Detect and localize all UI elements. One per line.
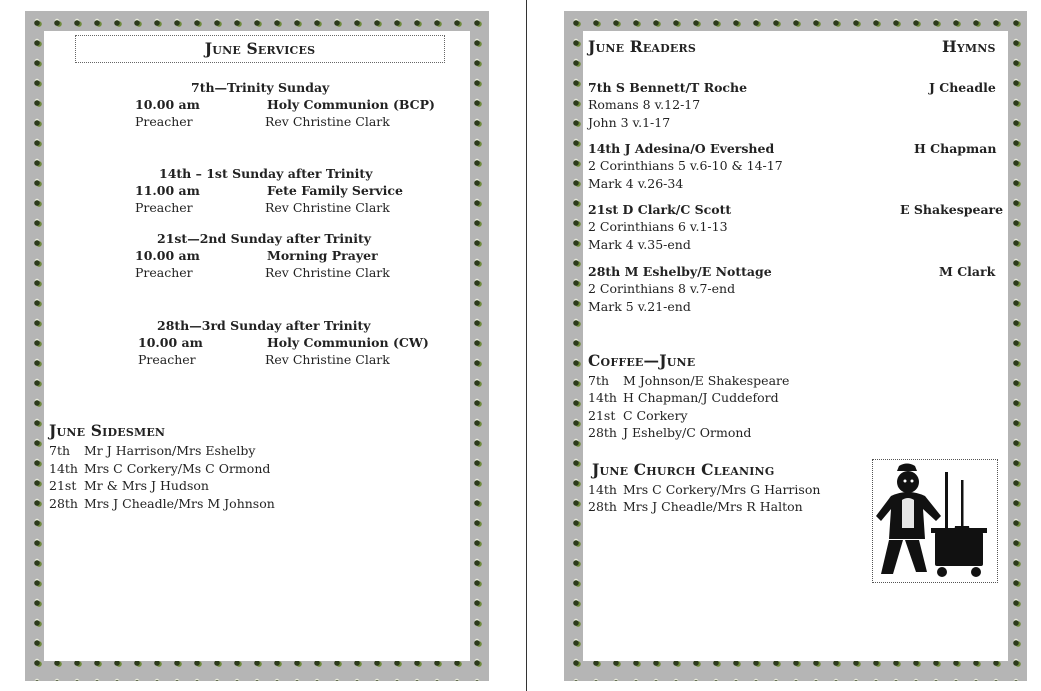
coffee-date: 7th <box>588 373 610 388</box>
service-day: 28th—3rd Sunday after Trinity <box>157 318 371 333</box>
hymns-title: Hymns <box>942 37 996 56</box>
coffee-names: H Chapman/J Cuddeford <box>623 390 779 405</box>
service-role: Preacher <box>135 200 193 215</box>
service-day: 21st—2nd Sunday after Trinity <box>157 231 371 246</box>
sidesmen-date: 28th <box>49 496 78 511</box>
sidesmen-date: 21st <box>49 478 77 493</box>
coffee-date: 28th <box>588 425 617 440</box>
sidesmen-names: Mrs J Cheadle/Mrs M Johnson <box>84 496 275 511</box>
sidesmen-title: June Sidesmen <box>49 421 166 440</box>
service-person: Rev Christine Clark <box>265 114 390 129</box>
cleaning-date: 14th <box>588 482 617 497</box>
coffee-names: C Corkery <box>623 408 688 423</box>
reading: Mark 4 v.26-34 <box>588 176 684 191</box>
service-day: 14th – 1st Sunday after Trinity <box>159 166 373 181</box>
service-time: 10.00 am <box>135 248 200 263</box>
service-name: Holy Communion (BCP) <box>267 97 435 112</box>
service-day: 7th—Trinity Sunday <box>191 80 330 95</box>
readers-heading: 14th J Adesina/O Evershed <box>588 141 775 156</box>
service-time: 10.00 am <box>135 97 200 112</box>
readers-heading: 28th M Eshelby/E Nottage <box>588 264 772 279</box>
left-page-border <box>25 11 489 681</box>
services-title: June Services <box>204 39 316 58</box>
coffee-names: J Eshelby/C Ormond <box>623 425 752 440</box>
cleaner-icon <box>873 460 997 582</box>
left-page <box>44 31 470 661</box>
coffee-title: Coffee—June <box>588 351 696 370</box>
cleaning-names: Mrs J Cheadle/Mrs R Halton <box>623 499 803 514</box>
services-title-box <box>75 35 445 63</box>
cleaning-date: 28th <box>588 499 617 514</box>
reading: Romans 8 v.12-17 <box>588 97 701 112</box>
sidesmen-names: Mr & Mrs J Hudson <box>84 478 209 493</box>
sidesmen-date: 14th <box>49 461 78 476</box>
service-name: Holy Communion (CW) <box>267 335 429 350</box>
right-page-border <box>564 11 1027 681</box>
reading: 2 Corinthians 5 v.6-10 & 14-17 <box>588 158 783 173</box>
readers-heading: 21st D Clark/C Scott <box>588 202 732 217</box>
reading: John 3 v.1-17 <box>588 115 671 130</box>
service-role: Preacher <box>135 265 193 280</box>
readers-heading: 7th S Bennett/T Roche <box>588 80 748 95</box>
hymns-name: J Cheadle <box>929 80 996 95</box>
sidesmen-names: Mrs C Corkery/Ms C Ormond <box>84 461 271 476</box>
readers-title: June Readers <box>588 37 696 56</box>
cleaning-names: Mrs C Corkery/Mrs G Harrison <box>623 482 821 497</box>
hymns-name: H Chapman <box>914 141 997 156</box>
service-role: Preacher <box>138 352 196 367</box>
service-time: 11.00 am <box>135 183 200 198</box>
service-person: Rev Christine Clark <box>265 265 390 280</box>
sidesmen-names: Mr J Harrison/Mrs Eshelby <box>84 443 256 458</box>
cleaner-clipart-frame <box>872 459 998 583</box>
page-divider <box>526 0 527 691</box>
coffee-date: 21st <box>588 408 616 423</box>
service-person: Rev Christine Clark <box>265 352 390 367</box>
cleaning-title: June Church Cleaning <box>592 460 775 479</box>
sidesmen-date: 7th <box>49 443 71 458</box>
service-time: 10.00 am <box>138 335 203 350</box>
service-role: Preacher <box>135 114 193 129</box>
right-page <box>583 31 1008 661</box>
service-person: Rev Christine Clark <box>265 200 390 215</box>
reading: 2 Corinthians 8 v.7-end <box>588 281 736 296</box>
coffee-date: 14th <box>588 390 617 405</box>
service-name: Morning Prayer <box>267 248 378 263</box>
reading: Mark 4 v.35-end <box>588 237 691 252</box>
coffee-names: M Johnson/E Shakespeare <box>623 373 790 388</box>
hymns-name: E Shakespeare <box>900 202 1004 217</box>
service-name: Fete Family Service <box>267 183 403 198</box>
reading: 2 Corinthians 6 v.1-13 <box>588 219 728 234</box>
reading: Mark 5 v.21-end <box>588 299 691 314</box>
hymns-name: M Clark <box>939 264 996 279</box>
